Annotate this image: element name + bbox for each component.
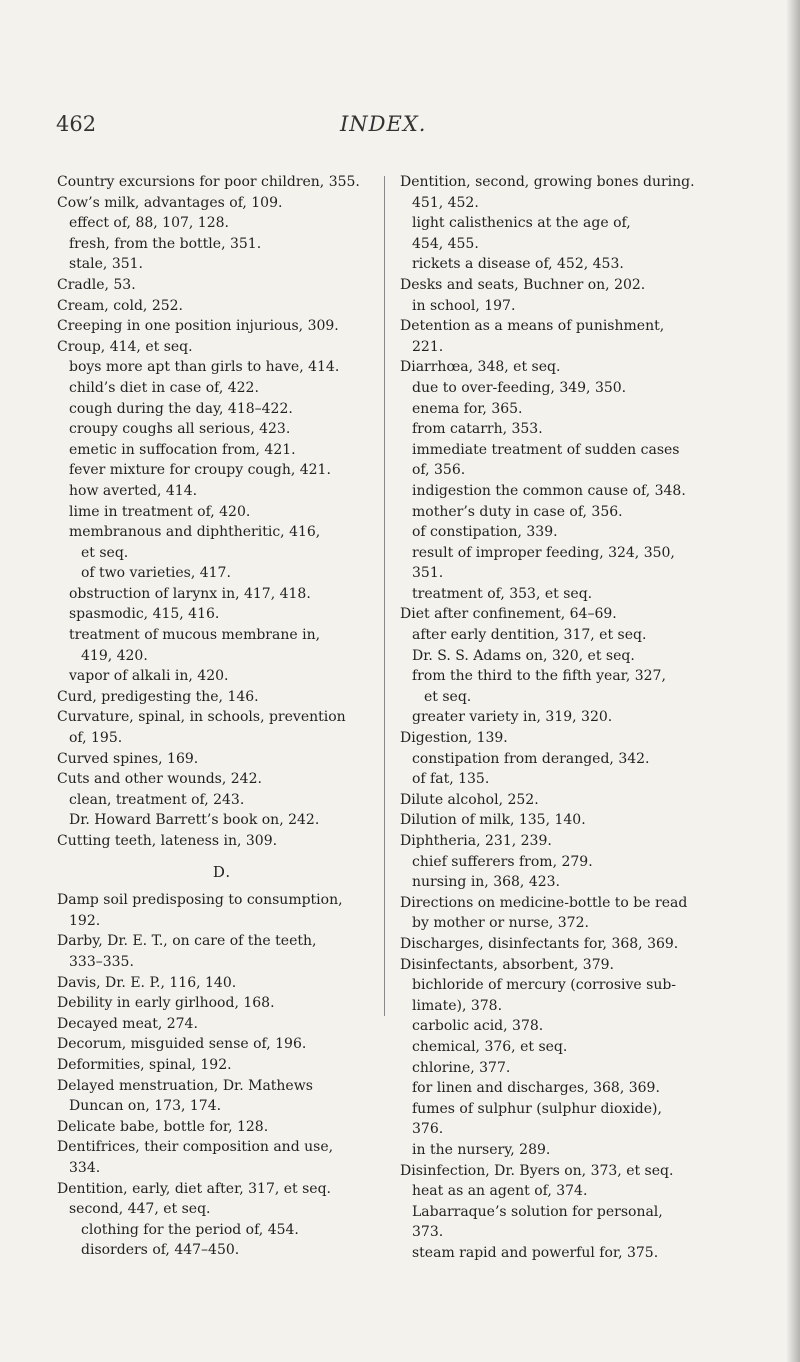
index-subentry: 221.: [412, 338, 444, 355]
index-subentry: 333–335.: [69, 953, 134, 970]
index-entry: Decorum, misguided sense of, 196.: [57, 1036, 307, 1053]
index-subentry: heat as an agent of, 374.: [412, 1183, 588, 1200]
index-subentry: child’s diet in case of, 422.: [69, 379, 259, 396]
index-entry: Directions on medicine-bottle to be read: [400, 894, 688, 911]
index-subentry: steam rapid and powerful for, 375.: [412, 1244, 659, 1261]
index-entry: Dentifrices, their composition and use,: [57, 1139, 334, 1156]
index-subentry: of two varieties, 417.: [81, 565, 231, 582]
index-subentry: Dr. Howard Barrett’s book on, 242.: [69, 812, 320, 829]
index-entry: Country excursions for poor children, 355.: [57, 174, 360, 190]
index-subentry: result of improper feeding, 324, 350,: [412, 544, 675, 561]
index-subentry: clothing for the period of, 454.: [81, 1221, 299, 1238]
index-entry: Cuts and other wounds, 242.: [57, 771, 262, 788]
index-subentry: Labarraque’s solution for personal,: [412, 1203, 663, 1220]
index-subentry: 334.: [69, 1159, 101, 1176]
index-entry: Desks and seats, Buchner on, 202.: [400, 276, 646, 293]
index-subentry: treatment of mucous membrane in,: [69, 627, 321, 644]
index-subentry: of, 356.: [412, 462, 466, 479]
index-entry: Cream, cold, 252.: [57, 297, 183, 314]
index-subentry: mother’s duty in case of, 356.: [412, 503, 623, 520]
index-subentry: by mother or nurse, 372.: [412, 915, 589, 932]
index-subentry: bichloride of mercury (corrosive sub-: [412, 977, 677, 994]
index-subentry: 451, 452.: [412, 194, 479, 211]
index-subentry: 351.: [412, 565, 444, 582]
index-subentry: chemical, 376, et seq.: [412, 1038, 568, 1055]
index-subentry: due to over-feeding, 349, 350.: [412, 379, 627, 396]
index-subentry: 454, 455.: [412, 235, 479, 252]
page-number: 462: [56, 112, 97, 136]
index-subentry: stale, 351.: [69, 256, 143, 273]
page-title: INDEX.: [340, 112, 427, 136]
index-subentry: of constipation, 339.: [412, 524, 558, 541]
index-subentry: in school, 197.: [412, 297, 516, 314]
index-subentry: immediate treatment of sudden cases: [412, 441, 680, 458]
index-entry: Curvature, spinal, in schools, prevention: [57, 709, 346, 726]
index-entry: Dilute alcohol, 252.: [400, 791, 539, 808]
page-edge-shadow: [786, 0, 800, 1362]
index-entry: Darby, Dr. E. T., on care of the teeth,: [57, 933, 317, 950]
index-subentry: Dr. S. S. Adams on, 320, et seq.: [412, 647, 635, 664]
section-letter: D.: [212, 862, 232, 881]
index-subentry: chlorine, 377.: [412, 1059, 511, 1076]
index-entry: Davis, Dr. E. P., 116, 140.: [57, 974, 237, 991]
index-entry: Debility in early girlhood, 168.: [57, 995, 275, 1012]
index-subentry: from the third to the fifth year, 327,: [412, 668, 666, 685]
index-subentry: 192.: [69, 912, 101, 929]
index-entry: Disinfectants, absorbent, 379.: [400, 956, 614, 973]
index-entry: Cutting teeth, lateness in, 309.: [57, 833, 278, 849]
index-entry: Decayed meat, 274.: [57, 1015, 198, 1032]
index-entry: Deformities, spinal, 192.: [57, 1056, 232, 1073]
index-subentry: from catarrh, 353.: [412, 421, 543, 438]
index-entry: Disinfection, Dr. Byers on, 373, et seq.: [400, 1162, 674, 1179]
index-subentry: effect of, 88, 107, 128.: [69, 215, 229, 232]
index-subentry: 373.: [412, 1224, 444, 1241]
index-subentry: how averted, 414.: [69, 482, 198, 499]
index-entry: Curved spines, 169.: [57, 750, 199, 767]
index-subentry: clean, treatment of, 243.: [69, 791, 245, 808]
index-subentry: light calisthenics at the age of,: [412, 215, 631, 232]
index-subentry: rickets a disease of, 452, 453.: [412, 256, 624, 273]
index-entry: Cradle, 53.: [57, 276, 136, 293]
index-entry: Dentition, second, growing bones during.: [400, 174, 695, 190]
index-entry: Discharges, disinfectants for, 368, 369.: [400, 935, 679, 952]
index-subentry: fever mixture for croupy cough, 421.: [69, 462, 331, 479]
index-subentry: nursing in, 368, 423.: [412, 874, 561, 891]
index-column-right: [400, 172, 745, 1263]
index-subentry: et seq.: [81, 544, 129, 561]
index-subentry: second, 447, et seq.: [69, 1201, 211, 1218]
index-subentry: emetic in suffocation from, 421.: [69, 441, 296, 458]
index-subentry: in the nursery, 289.: [412, 1141, 551, 1158]
index-entry: Digestion, 139.: [400, 730, 508, 747]
index-entry: Delicate babe, bottle for, 128.: [57, 1118, 269, 1135]
index-subentry: fumes of sulphur (sulphur dioxide),: [412, 1100, 662, 1117]
index-entry: Detention as a means of punishment,: [400, 318, 665, 335]
index-entry: Dilution of milk, 135, 140.: [400, 812, 586, 829]
index-entry: Croup, 414, et seq.: [57, 338, 193, 355]
index-subentry: 419, 420.: [81, 647, 148, 664]
page-header: [0, 112, 800, 152]
index-subentry: constipation from deranged, 342.: [412, 750, 650, 767]
index-subentry: fresh, from the bottle, 351.: [69, 235, 262, 252]
column-divider: [384, 176, 385, 1016]
index-subentry: indigestion the common cause of, 348.: [412, 482, 686, 499]
index-entry: Curd, predigesting the, 146.: [57, 688, 259, 705]
index-subentry: 376.: [412, 1121, 444, 1138]
index-subentry: of fat, 135.: [412, 771, 490, 788]
index-subentry: membranous and diphtheritic, 416,: [69, 524, 321, 541]
index-subentry: cough during the day, 418–422.: [69, 400, 293, 417]
index-subentry: enema for, 365.: [412, 400, 523, 417]
index-subentry: obstruction of larynx in, 417, 418.: [69, 585, 311, 602]
index-entry: Creeping in one position injurious, 309.: [57, 318, 339, 335]
index-subentry: Duncan on, 173, 174.: [69, 1098, 222, 1115]
index-subentry: croupy coughs all serious, 423.: [69, 421, 291, 438]
index-subentry: spasmodic, 415, 416.: [69, 606, 220, 623]
index-subentry: chief sufferers from, 279.: [412, 853, 593, 870]
index-entry: Diet after confinement, 64–69.: [400, 606, 617, 623]
index-subentry: treatment of, 353, et seq.: [412, 585, 593, 602]
index-entry: Diarrhœa, 348, et seq.: [400, 359, 561, 376]
index-entry: Cow’s milk, advantages of, 109.: [57, 194, 283, 211]
index-entry: Diphtheria, 231, 239.: [400, 833, 552, 849]
index-entry: Damp soil predisposing to consumption,: [57, 892, 343, 909]
index-subentry: carbolic acid, 378.: [412, 1018, 544, 1035]
index-subentry: boys more apt than girls to have, 414.: [69, 359, 340, 376]
index-subentry: et seq.: [424, 688, 472, 705]
index-subentry: disorders of, 447–450.: [81, 1242, 240, 1259]
index-subentry: greater variety in, 319, 320.: [412, 709, 613, 726]
index-subentry: lime in treatment of, 420.: [69, 503, 251, 520]
index-entry: Delayed menstruation, Dr. Mathews: [57, 1077, 313, 1094]
index-subentry: vapor of alkali in, 420.: [69, 668, 229, 685]
index-entry: Dentition, early, diet after, 317, et seq.: [57, 1180, 331, 1197]
index-subentry: of, 195.: [69, 730, 123, 747]
index-subentry: limate), 378.: [412, 997, 503, 1014]
index-subentry: after early dentition, 317, et seq.: [412, 627, 647, 644]
index-subentry: for linen and discharges, 368, 369.: [412, 1080, 660, 1097]
